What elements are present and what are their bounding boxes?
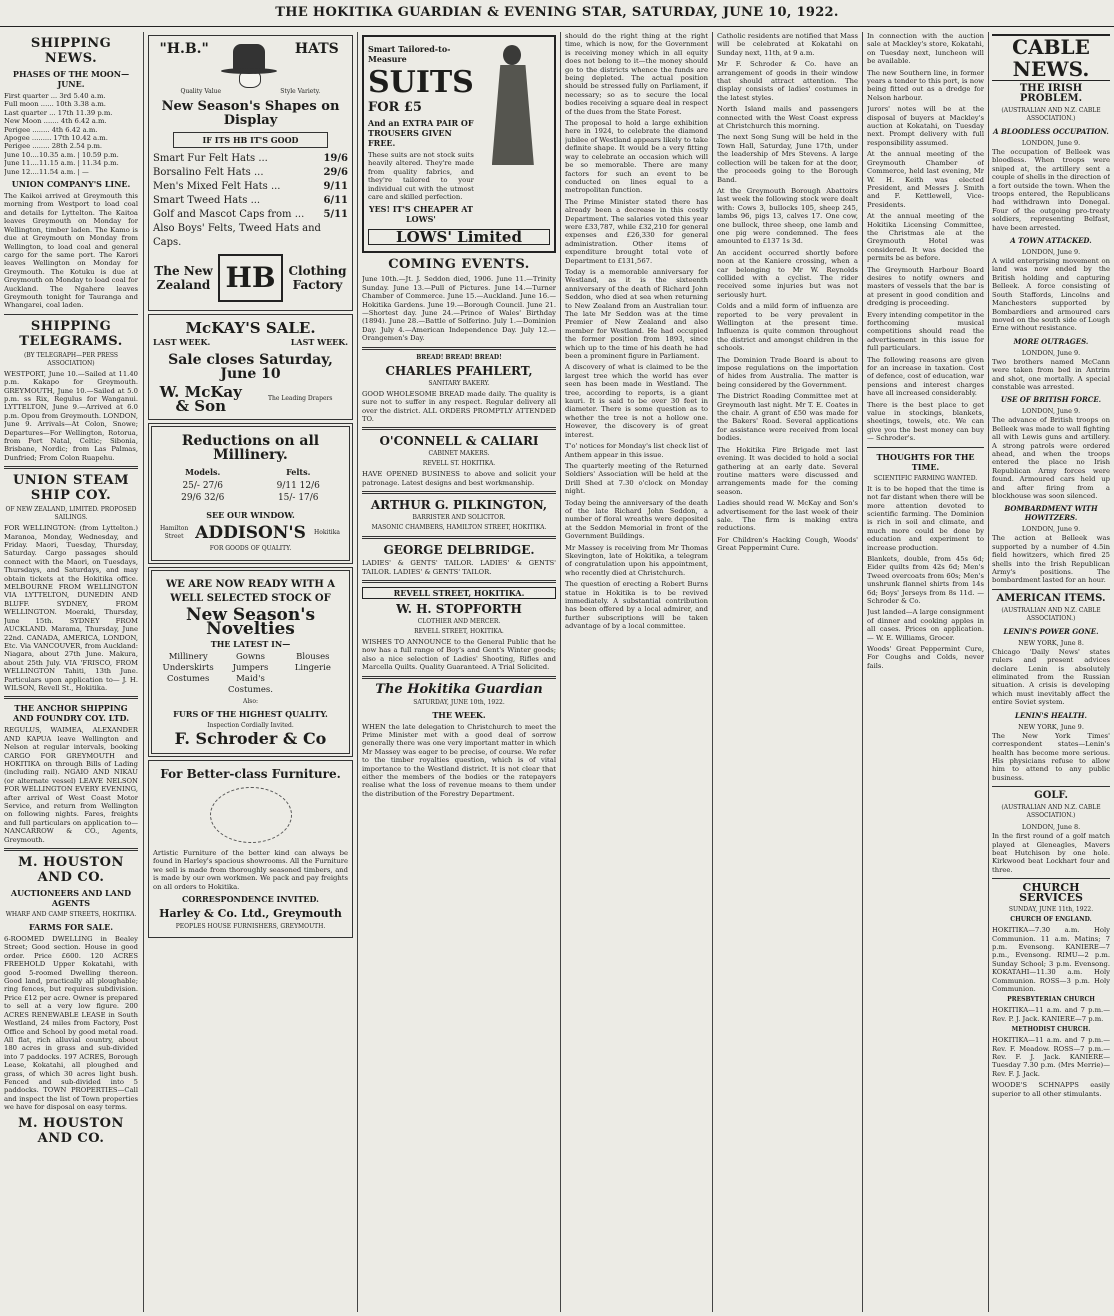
british-force-title: USE OF BRITISH FORCE. <box>1000 395 1102 405</box>
column-editorial <box>565 32 708 1312</box>
revell-banner: REVELL STREET, HOKITIKA. <box>362 587 556 599</box>
mckay-sale-ad <box>148 314 353 420</box>
occupation-title: A BLOODLESS OCCUPATION. <box>993 127 1109 136</box>
telegrams-text: WESTPORT, June 10.—Sailed at 11.40 p.m. Kakapo for Greymouth. GREYMOUTH, June 10.—Sailed at 5.0 p.m. ss Rix, Regulus for Wanganui. LYTTELTON, June 9.—Arrived at 6.0 p.m. Opou from Greymouth. LONDON, June 9. Arrivals—At Colon, Snowe; Departures—For Wellington, Rotorua, from Port Natal, Celtic; Sibonia, Brisbane, Nordic; from Las Palmas, Dunfried; From Colon Ruapehu. <box>4 369 138 462</box>
addison-ad <box>148 423 353 564</box>
hb-style: Style Variety. <box>280 88 321 95</box>
stopforth-text: WISHES TO ANNOUNCE to the General Public that he now has a full range of Boy's and Gent's Winter goods; also a nice selection of Ladies' Shooting, Rifles and Marcella Quilts. Quality Guaranteed. A Trial Solicited. <box>362 637 556 672</box>
union-line-text: The Kaikoi arrived at Greymouth this morning from Westport to load coal and details for Lyttelton. The Kaitoa leaves Greymouth on Monday for Wellington, timber laden. The Kamo is due at Greymouth on Monday from Wellington, to load coal and general cargo for the same port. The Karori leaves Wellington on Monday for Greymouth. The Kotuku is due at Greymouth on Monday to load coal for Auckland. The Ngahere leaves Greymouth tonight for Tauranga and Whangarei, coal laden. <box>4 192 138 310</box>
lows-firm: LOWS' Limited <box>368 229 550 245</box>
schroder-firm: F. Schroder & Co <box>174 729 327 748</box>
tide-line: June 12....11.54 a.m. | — <box>4 167 89 176</box>
news-paragraph: At the annual meeting of the Greymouth Chamber of Commerce, held last evening, Mr W. H. Keith was elected President, and Messrs J. Smith and F. Kettlewell, Vice-Presidents. <box>867 150 984 209</box>
week-text: WHEN the late delegation to Christchurch to meet the Prime Minister met with a good deal of sorrow generally there was one very important matter in which Mr Massey was eager to be precise, of course. We refer to the timber royalties question, which is of vital importance to the Westland district. It is not clear that either the members of the bodies or the ratepayers realise what the loss of revenue means to them under the distribution of the Forestry Department. <box>362 722 556 798</box>
lows-suits-ad <box>362 35 556 253</box>
addison-price: 25/- 27/6 <box>182 481 224 491</box>
news-paragraph: Every intending competitor in the forthcoming musical competitions should read the advertisement in this issue for full particulars. <box>867 310 984 353</box>
cable-association: (AUSTRALIAN AND N.Z. CABLE ASSOCIATION.) <box>1001 107 1101 122</box>
bombardment-text: The action at Belleek was supported by a number of 4.5in field howitzers, which fired 25 shells into the Irish Republican Army's positions. The bombardment lasted for an hour. <box>992 534 1110 585</box>
hb-banner: IF ITS HB IT'S GOOD <box>173 132 328 148</box>
church-date: SUNDAY, JUNE 11th, 1922. <box>1008 906 1094 914</box>
mckay-firm: W. McKay & Son <box>159 383 242 415</box>
telegrams-heading: SHIPPING TELEGRAMS. <box>19 318 123 349</box>
addison-price: 15/- 17/6 <box>277 493 319 503</box>
dateline: LONDON, June 9. <box>1021 348 1081 357</box>
pilkington-addr: MASONIC CHAMBERS, HAMILTON STREET, HOKITIKA. <box>371 524 547 532</box>
page-masthead: THE HOKITIKA GUARDIAN & EVENING STAR, SATURDAY, JUNE 10, 1922. <box>0 0 1114 27</box>
schroder-also: Also: <box>243 698 258 705</box>
furniture-firm: Harley & Co. Ltd., Greymouth <box>159 907 342 921</box>
divider <box>867 447 984 448</box>
lows-price: FOR £5 <box>368 100 422 115</box>
schroder-ready: WE ARE NOW READY WITH A WELL SELECTED STOCK OF <box>165 579 336 604</box>
anchor-title: THE ANCHOR SHIPPING AND FOUNDRY COY. LTD. <box>13 703 129 724</box>
cable-association: (AUSTRALIAN AND N.Z. CABLE ASSOCIATION.) <box>1001 606 1101 622</box>
hb-shapes: New Season's Shapes on Display <box>161 99 340 128</box>
dateline: NEW YORK, June 9. <box>1018 722 1084 731</box>
dateline: LONDON, June 9. <box>1021 407 1081 416</box>
cable-association: (AUSTRALIAN AND N.Z. CABLE ASSOCIATION.) <box>1001 804 1101 820</box>
moon-phase-line: First quarter ... 3rd 5.40 a.m. <box>4 92 106 100</box>
delbridge-title: GEORGE DELBRIDGE. <box>383 543 535 558</box>
divider <box>992 878 1110 879</box>
union-line-title: UNION COMPANY'S LINE. <box>11 179 131 190</box>
shipping-heading: SHIPPING NEWS. <box>30 36 112 66</box>
hb-quality: Quality Value <box>180 88 222 95</box>
tailored-suit-figure <box>478 45 550 165</box>
lenin-text: Chicago 'Daily News' states rulers and present advices declare Lenin is absolutely eliminated from the Russian situation. A crisis is developing which must inevitably affect the entire Soviet system. <box>992 647 1110 707</box>
attack-title: A TOWN ATTACKED. <box>1010 236 1092 246</box>
lows-cheaper: YES! IT'S CHEAPER AT LOWS' <box>368 204 473 225</box>
moon-phase-line: Perigee ........ 28th 2.54 p.m. <box>4 142 103 151</box>
union-steam-ship-text: FOR WELLINGTON: (from Lyttelton.) Maranoa, Monday, Wednesday, and Friday. Maori, Tuesday, Thursday, Saturday. Cargo passages should connect with the Maori, on Tuesdays, Thursdays, and Saturdays, and may obtain tickets at the Hokitika office. MELBOURNE FROM WELLINGTON VIA LYTTELTON, DUNEDIN AND BLUFF. SYDNEY, FROM WELLINGTON. Moeraki, Thursday, June 15th. SYDNEY FROM AUCKLAND. Marama, Thursday, June 22nd. CANADA, AMERICA, LONDON, Etc. Via VANCOUVER, from Auckland: Niagara, about 27th June. Makura, about 25th July. VIA 'FRISCO, FROM WELLINGTON Tahiti, 13th June. Particulars upon application to— J. H. WILSON, Revell St., Hokitika. <box>4 524 138 692</box>
church-england: CHURCH OF ENGLAND. <box>1010 916 1092 924</box>
news-paragraph: The new Southern line, in former years a tender to this port, is now being fitted out as a dredge for Nelson harbour. <box>867 68 984 102</box>
moon-phase-line: Apogee ......... 17th 10.42 a.m. <box>4 134 108 143</box>
church-methodist: METHODIST CHURCH. <box>1011 1026 1091 1034</box>
hb-logo: HB <box>218 254 283 302</box>
anchor-text: REGULUS, WAIMEA, ALEXANDER AND KAPUA leave Wellington and Nelson at regular intervals, booking CARGO FOR GREYMOUTH and HOKITIKA on through Bills of Lading (including rail). NGAIO AND NIKAU (or alternate vessel) LEAVE NELSON FOR WELLINGTON EVERY EVENING, after arrival of West Coast Motor Service, and return from Wellington on following nights. Fares, freights and full particulars on application to— NANCARROW & CO., Agents, Greymouth. <box>4 726 138 844</box>
church-presbyterian-text: HOKITIKA—11 a.m. and 7 p.m.—Rev. P. J. Jack. KANIERE—7 p.m. <box>992 1006 1110 1023</box>
schroder-furs: FURS OF THE HIGHEST QUALITY. <box>173 709 328 719</box>
furniture-text: Artistic Furniture of the better kind can always be found in Harley's spacious showrooms. All the Furniture we sell is made from thoroughly seasoned timbers, and is made by our own workmen. We pack and pay freights on all orders to Hokitika. <box>153 849 348 891</box>
column-local-news <box>717 32 858 1312</box>
column-rule <box>357 32 358 1312</box>
hat-price-row: Smart Tweed Hats ... 6/11 <box>153 195 348 206</box>
harley-logo-illustration <box>210 787 292 843</box>
houston-address: WHARF AND CAMP STREETS, HOKITIKA. <box>5 911 137 919</box>
outrages-text: Two brothers named McCann were taken from bed in Antrim and shot, one mortally. A special constable was arrested. <box>992 357 1110 391</box>
tide-line: June 10....10.35 a.m. | 10.59 p.m. <box>4 150 119 159</box>
ocaliari-text: HAVE OPENED BUSINESS to above and solicit your patronage. Latest designs and best workmanship. <box>362 470 556 487</box>
news-paragraph: Mr F. Schroder & Co. have an arrangement of goods in their window that should attract attention. The display consists of ladies' costumes in the latest styles. <box>717 60 858 102</box>
divider <box>992 786 1110 787</box>
mckay-last-week: LAST WEEK. <box>153 337 211 347</box>
news-paragraph: At the Greymouth Borough Abattoirs last week the following stock were dealt with: Cows 3, bullocks 105, sheep 245, lambs 96, pigs 13, calves 17. One cow, one bullock, three sheep, one lamb and one pig were condemned. The fees amounted to £137 1s 3d. <box>717 186 858 246</box>
hat-price-row: Men's Mixed Felt Hats ... 9/11 <box>153 181 348 192</box>
church-services-heading: CHURCH SERVICES <box>1019 881 1083 905</box>
hb-also: Also Boys' Felts, Tweed Hats and Caps. <box>153 223 321 248</box>
thoughts-sub: SCIENTIFIC FARMING WANTED. <box>873 474 978 482</box>
article-paragraph: should do the right thing at the right time, which is now, for the Government is receiving money which in all equity does not belong to it—the money should go to the districts whence the funds are being depleted. The actual position should be stressed fully on Parliament, if necessary; so as to secure the local bodies receiving a square deal in respect of the dues from the State Forest. <box>565 32 708 116</box>
hb-label: "H.B." <box>159 41 209 57</box>
telegrams-sub: (BY TELEGRAPH—PER PRESS ASSOCIATION) <box>23 351 119 367</box>
coming-events-heading: COMING EVENTS. <box>388 257 530 273</box>
news-paragraph: Ladies should read W. McKay and Son's advertisement for the last week of their sale. The firm is making extra reductions. <box>717 499 858 533</box>
pilkington-sub: BARRISTER AND SOLICITOR. <box>412 514 506 522</box>
dateline: LONDON, June 9. <box>1021 139 1081 147</box>
occupation-text: The occupation of Belleek was bloodless. When troops were sniped at, the artillery sent a couple of shells in the direction of a fort outside the town. When the troops entered, the Republicans had withdrawn into Donegal. Four of the outgoing pro-treaty soldiers, representing Belfast, have been arrested. <box>992 148 1110 232</box>
pilkington-title: ARTHUR G. PILKINGTON, <box>370 498 548 513</box>
british-force-text: The advance of British troops on Belleek was made to wall fighting all with Lewis guns and artillery. A strong patrols were ordered ahead, and when the troops entered the place no Irish Republican Army forces were found. Armoured cars held up and after firing from a blockhouse was soon silenced. <box>992 416 1110 500</box>
guardian-masthead: The Hokitika Guardian <box>375 681 543 697</box>
furniture-sub: PEOPLES HOUSE FURNISHERS, GREYMOUTH. <box>175 923 326 931</box>
lows-extra: And an EXTRA PAIR OF TROUSERS GIVEN FREE. <box>368 118 474 148</box>
mckay-closes: Sale closes Saturday, June 10 <box>168 352 333 382</box>
divider <box>4 848 138 851</box>
schroder-item: Blouses <box>296 652 330 662</box>
dateline: NEW YORK, June 8. <box>1018 638 1084 647</box>
addison-price: 29/6 32/6 <box>181 493 225 503</box>
addison-sub: FOR GOODS OF QUALITY. <box>209 545 292 552</box>
stopforth-addr: REVELL STREET, HOKITIKA. <box>414 627 504 635</box>
divider <box>362 536 556 539</box>
mckay-firm-sub: The Leading Drapers <box>268 395 333 402</box>
schroder-item: Jumpers <box>232 663 269 673</box>
news-paragraph: The following reasons are given for an increase in taxation. Cost of defence, cost of education, war pensions and interest charges have all increased considerably. <box>867 355 984 398</box>
addison-firm: ADDISON'S <box>195 523 306 543</box>
hat-price-row: Golf and Mascot Caps from ... 5/11 <box>153 209 348 220</box>
cough-cure-text: Woods' Great Peppermint Cure, For Coughs and Colds, never fails. <box>867 645 984 670</box>
divider <box>362 676 556 679</box>
schnapps-text: WOODE'S SCHNAPPS easily superior to all other stimulants. <box>992 1081 1110 1098</box>
houston-text: 6-ROOMED DWELLING in Bealey Street; Good section. House in good order. Price £600. 120 ACRES FREEHOLD Upper Kokatahi, with good 5-roomed Dwelling thereon. Good land, practically all ploughable; ring fences, but requires subdivision. Price £12 per acre. Owner is prepared to sell at a very low figure. 200 ACRES RENEWABLE LEASE in South Westland, 24 miles from Factory, Post Office and School by good metal road. All flat, rich alluvial country, about 180 acres in grass and sub-divided into 7 paddocks. 197 ACRES, Borough Lease, Kokatahi, all ploughed and grass, of which 30 acres light bush. Fenced and sub-divided into 5 paddocks. TOWN PROPERTIES—Call and inspect the list of Town properties we have for disposal on easy terms. <box>4 935 138 1112</box>
blankets-text: Blankets, double, from 45s 6d; Eider quilts from 42s 6d; Men's Tweed overcoats from 60s; Men's unshrunk flannel shirts from 14s 6d; Boys' Jerseys from 8s 11d. — Schroder & Co. <box>867 554 984 605</box>
column-shipping <box>4 32 138 1312</box>
column-rule <box>862 32 863 1312</box>
divider <box>362 491 556 494</box>
divider <box>362 427 556 430</box>
news-paragraph: North Island mails and passengers connected with the West Coast express at Christchurch this morning. <box>717 105 858 131</box>
cable-news-heading: CABLE NEWS. <box>992 34 1110 81</box>
column-adverts-middle <box>362 32 556 1312</box>
schroder-item: Maid's Costumes. <box>227 674 273 695</box>
addison-felts: Felts. <box>286 467 311 477</box>
houston-farms: FARMS FOR SALE. <box>28 922 114 933</box>
news-paragraph: The Greymouth Harbour Board desires to notify owners and masters of vessels that the bar is at present in good condition and dredging is proceeding. <box>867 265 984 308</box>
schroder-item: Gowns <box>235 652 265 662</box>
attack-text: A wild enterprising movement on land was now ended by the British holding and capturing Belleek. A force consisting of South Staffords, Lincolns and Manchesters supported by Bombardiers and armoured cars moved on the south side of Lough Erne without resistance. <box>992 257 1110 333</box>
lenin-health-text: The New York Times' correspondent states—Lenin's health has become more serious. His physicians refuse to allow him to attend to any public business. <box>992 731 1110 782</box>
hats-label: HATS <box>294 41 339 57</box>
moon-phase-line: New Moon ....... 4th 6.42 a.m. <box>4 117 107 126</box>
column-rule <box>712 32 713 1312</box>
dateline: LONDON, June 8. <box>1021 823 1081 832</box>
news-paragraph: For Children's Hacking Cough, Woods' Great Peppermint Cure. <box>717 535 858 553</box>
moon-phases-title: PHASES OF THE MOON—JUNE. <box>12 69 130 89</box>
addison-price: 9/11 12/6 <box>276 481 320 491</box>
schroder-item: Millinery <box>168 652 208 662</box>
article-paragraph: Mr Massey is receiving from Mr Thomas Skevington, late of Hokitika, a telegram of congratulation upon his appointment, who recently died at Christchurch. <box>565 543 708 577</box>
schroder-item: Costumes <box>167 674 210 684</box>
article-paragraph: The quarterly meeting of the Returned Soldiers' Association will be held at the Drill Shed at 7.30 o'clock on Monday night. <box>565 461 708 496</box>
union-steam-ship-sub: OF NEW ZEALAND, LIMITED. PROPOSED SAILINGS. <box>5 506 137 522</box>
article-paragraph: The Prime Minister stated there has already been a decrease in this costly Department. The salaries voted this year were £33,787, while £32,210 for general expenses and £26,330 for general administration. Other items of expenditure brought total vote of Department to £131,567. <box>565 197 708 265</box>
hat-price-row: Smart Fur Felt Hats ... 19/6 <box>153 153 348 164</box>
stopforth-sub: CLOTHIER AND MERCER. <box>417 617 501 625</box>
news-paragraph: There is the best place to get value in stockings, blankets, sheetings, towels, etc. We can give you the best money can buy — Schroder's. <box>867 400 984 443</box>
lows-kicker: Smart Tailored-to-Measure <box>368 44 451 64</box>
news-paragraph: Jurors' notes will be at the disposal of buyers at Mackley's auction at Kokatahi, on Tuesday next. Prompt delivery with full responsibility assumed. <box>867 105 984 147</box>
pfahlert-text: GOOD WHOLESOME BREAD made daily. The quality is sure not to suffer in any respect. Regular delivery all over the district. ALL ORDERS PROMPTLY ATTENDED TO. <box>362 389 556 423</box>
article-paragraph: Today is a memorable anniversary for Westland, as it is the sixteenth anniversary of the death of Richard John Seddon, who died at sea when returning to New Zealand from an Australian tour. The late Mr Seddon was at the time Premier of New Zealand and also member for Westland. He had occupied the former position from 1893, since which up to the time of his death he had been a prominent figure in Parliament. <box>565 267 708 361</box>
column-cable-news <box>992 32 1110 1312</box>
church-methodist-text: HOKITIKA—11 a.m. and 7 p.m.—Rev. F. Meadow. ROSS—7 p.m.—Rev. F. J. Jack. KANIERE—Tuesday 7.30 p.m. (Mrs Merrie)—Rev. F. J. Jack. <box>992 1036 1110 1078</box>
church-england-text: HOKITIKA—7.30 a.m. Holy Communion. 11 a.m. Matins; 7 p.m. Evensong. KANIERE—7 p.m., Evensong. RIMU—2 p.m. Sunday School; 3 p.m. Evensong. KOKATAHI—11.30 a.m. Holy Communion. ROSS—3 p.m. Holy Communion. <box>992 926 1110 993</box>
addison-town: Hokitika <box>313 529 340 536</box>
mckay-title: McKAY'S SALE. <box>185 319 316 337</box>
article-paragraph: A discovery of what is claimed to be the largest tree which the world has ever seen has been made in Westland. The tree, according to reports, is a giant kauri. It is said to be over 30 feet in diameter. There is some question as to whether the tree is not a hollow one. However, the discovery is of great interest. <box>565 363 708 439</box>
moon-phase-line: Last quarter ... 17th 11.39 p.m. <box>4 108 113 117</box>
news-paragraph: Catholic residents are notified that Mass will be celebrated at Kokatahi on Sunday next, 11th, at 9 a.m. <box>717 32 858 57</box>
golf-heading: GOLF. <box>1034 790 1068 802</box>
news-paragraph: The Dominion Trade Board is about to impose regulations on the importation of hides from Australia. The matter is being considered by the Government. <box>717 355 858 389</box>
tide-line: June 11....11.15 a.m. | 11.34 p.m. <box>4 159 119 168</box>
moon-phase-line: Full moon ...... 10th 3.38 a.m. <box>4 100 106 109</box>
lenin-health-title: LENIN'S HEALTH. <box>1015 710 1087 720</box>
column-rule <box>988 32 989 1312</box>
bread-line: BREAD! BREAD! BREAD! <box>416 353 502 361</box>
week-title: THE WEEK. <box>432 709 486 720</box>
delbridge-text: LADIES' & GENTS' TAILOR. LADIES' & GENTS' TAILOR. LADIES' & GENTS' TAILOR. <box>362 559 556 576</box>
schroder-invite: Inspection Cordially Invited. <box>207 722 294 729</box>
divider <box>362 580 556 583</box>
schroder-latest: THE LATEST IN— <box>210 639 291 649</box>
schroder-item: Underskirts <box>162 663 214 673</box>
union-steam-ship-title: UNION STEAM SHIP COY. <box>13 473 129 504</box>
column-adverts-left <box>148 32 353 1312</box>
outrages-title: MORE OUTRAGES. <box>1013 336 1089 346</box>
news-paragraph: At the annual meeting of the Hokitika Licensing Committee, the Christmas ale at the Greymouth Hotel was considered. It was decided the permits be as before. <box>867 212 984 263</box>
news-paragraph: The next Song Sung will be held in the Town Hall, Saturday, June 17th, under the leadership of Mrs Stevens. A large collection will be taken for at the door, the proceeds going to the Borough Band. <box>717 133 858 184</box>
thoughts-text: It is to be hoped that the time is not far distant when there will be more attention devoted to scientific farming. The Dominion is rich in soil and climate, and much more could be done by education and experiment to increase production. <box>867 484 984 552</box>
divider <box>4 314 138 315</box>
column-rule <box>143 32 144 1312</box>
dateline: LONDON, June 9. <box>1021 525 1081 534</box>
houston-footer: M. HOUSTON AND CO. <box>18 1115 124 1146</box>
column-notes <box>867 32 984 1312</box>
bombardment-title: BOMBARDMENT WITH HOWITZERS. <box>1004 504 1098 523</box>
houston-sub: AUCTIONEERS AND LAND AGENTS <box>10 888 132 909</box>
moon-phase-line: Perigee ........ 4th 6.42 a.m. <box>4 125 98 134</box>
divider <box>992 589 1110 590</box>
news-paragraph: The Hokitika Fire Brigade met last evening. It was decided to hold a social gathering at an early date. Several routine matters were discussed and arrangements made for the coming season. <box>717 445 858 496</box>
addison-street: Hamilton Street <box>159 525 189 540</box>
hb-nz-right: Clothing Factory <box>288 264 347 292</box>
news-paragraph: Colds and a mild form of influenza are reported to be very prevalent in Wellington at the present time. Influenza is quite common throughout the district and amongst children in the schools. <box>717 302 858 353</box>
news-paragraph: The District Roading Committee met at Greymouth last night. Mr T. E. Coates in the chair. A grant of £50 was made for the Bakers' Road. Several applications for assistance were received from local bodies. <box>717 392 858 443</box>
article-paragraph: The question of erecting a Robert Burns statue in Hokitika is to be revived immediately. A substantial contribution has been offered by a local admirer, and further subscriptions will be taken advantage of by a local committee. <box>565 580 708 631</box>
lows-text: These suits are not stock suits heavily altered. They're made from quality fabrics, and they're tailored to your individual cut with the utmost care and skilled perfection. <box>368 151 474 202</box>
hb-nz-left: The New Zealand <box>154 264 213 292</box>
schroder-ad <box>148 567 353 757</box>
coming-events-text: June 10th.—Jt. J. Seddon died, 1906. June 11.—Trinity Sunday. June 13.—Pull of Pictures. June 14.—Turner Chamber of Commerce. June 15.—Auckland. June 16.—Hokitika Gardens. June 19.—Borough Council. June 21.—Shortest day. June 24.—Prince of Wales' Birthday (1894). June 28.—Battle of Solferino. July 1.—Dominion Day. July 4.—American Independence Day. July 12.—Orangemen's Day. <box>362 275 556 343</box>
news-paragraph: An accident occurred shortly before noon at the Kaniere crossing, when a car belonging to Mr W. Reynolds collided with a cyclist. The rider received some injuries but was not seriously hurt. <box>717 248 858 299</box>
ocaliari-street: REVELL ST. HOKITIKA. <box>422 460 496 468</box>
hat-illustration <box>219 40 281 86</box>
stopforth-title: W. H. STOPFORTH <box>396 601 522 616</box>
divider <box>362 347 556 350</box>
golf-text: In the first round of a golf match played at Gleneagles, Mavers beat Hutchison by one hole. Kirkwood beat Lockhart four and three. <box>992 832 1110 874</box>
lows-title: SUITS <box>368 65 474 100</box>
column-rule <box>560 32 561 1312</box>
harley-furniture-ad <box>148 760 353 938</box>
article-paragraph: Today being the anniversary of the death of the late Richard John Seddon, a number of floral wreaths were deposited at the Seddon Memorial in front of the Government Buildings. <box>565 498 708 541</box>
pfahlert-sub: SANITARY BAKERY. <box>428 379 490 387</box>
ocaliari-title: O'CONNELL & CALIARI <box>379 434 539 449</box>
mckay-last-week: LAST WEEK. <box>290 337 348 347</box>
hat-price-row: Borsalino Felt Hats ... 29/6 <box>153 167 348 178</box>
addison-models: Models. <box>185 467 221 477</box>
hb-hats-ad <box>148 35 353 311</box>
news-paragraph: In connection with the auction sale at Mackley's store, Kokatahi, on Tuesday next, luncheon will be available. <box>867 32 984 66</box>
addison-title: Reductions on all Millinery. <box>181 433 320 463</box>
article-paragraph: The proposal to hold a large exhibition here in 1924, to celebrate the diamond jubilee of Westland appears likely to take definite shape. It would be a very fitting way to celebrate an occasion which will be so memorable. There are many factors for such an event to be conducted on lines equal to a metropolitan function. <box>565 119 708 195</box>
furniture-corr: CORRESPONDENCE INVITED. <box>182 894 319 905</box>
divider <box>4 696 138 699</box>
dateline: LONDON, June 9. <box>1021 248 1081 257</box>
addison-see: SEE OUR WINDOW. <box>206 510 295 520</box>
houston-title: M. HOUSTON AND CO. <box>18 855 124 886</box>
pfahlert-title: CHARLES PFAHLERT, <box>385 363 533 378</box>
ocaliari-sub: CABINET MAKERS. <box>428 450 490 458</box>
irish-problem-heading: THE IRISH PROBLEM. <box>1019 83 1083 104</box>
divider <box>4 466 138 469</box>
thoughts-title: THOUGHTS FOR THE TIME. <box>876 451 975 472</box>
article-paragraph: T'o' notices for Monday's list check list of Anthem appear in this issue. <box>565 442 708 459</box>
american-items-heading: AMERICAN ITEMS. <box>996 592 1106 604</box>
apples-notice-text: Just landed—A large consignment of dinner and cooking apples in all cases. Prices on application. — W. E. Williams, Grocer. <box>867 608 984 642</box>
furniture-title: For Better-class Furniture. <box>160 767 341 781</box>
guardian-date: SATURDAY, JUNE 10th, 1922. <box>413 698 505 706</box>
schroder-item: Lingerie <box>294 663 331 673</box>
lenin-title: LENIN'S POWER GONE. <box>1003 626 1099 636</box>
schroder-novelties: New Season's Novelties <box>185 605 316 639</box>
church-presbyterian: PRESBYTERIAN CHURCH <box>1007 996 1095 1004</box>
